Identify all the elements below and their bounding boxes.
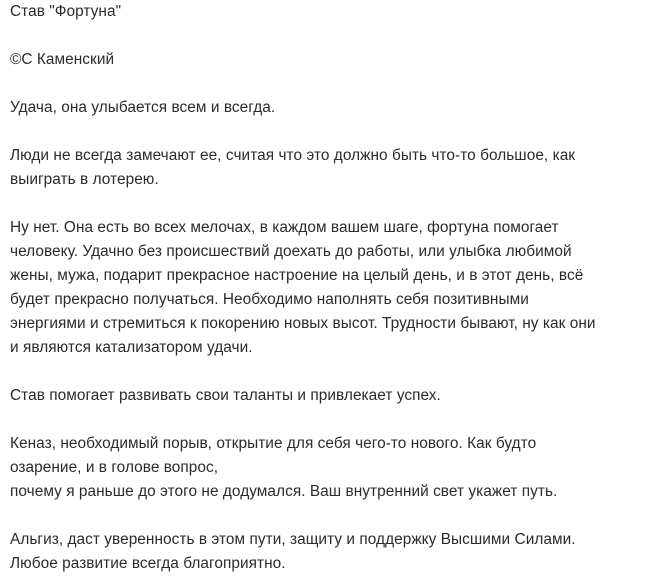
document-author: ©С Каменский (10, 51, 115, 68)
paragraph-kenaz: Кеназ, необходимый порыв, открытие для себя чего-то нового. Как будто озарение, и в голове вопрос, почему я раньше до этого не додумался. Ваш внутренний свет укажет путь. (10, 435, 558, 500)
paragraph-gap (10, 192, 655, 216)
paragraph-people: Люди не всегда замечают ее, считая что это должно быть что-то большое, как выиграть в лотерею. (10, 147, 576, 188)
document-title: Став "Фортуна" (10, 3, 122, 20)
paragraph-gap (10, 504, 655, 528)
paragraph-gap (10, 24, 655, 48)
paragraph-intro: Удача, она улыбается всем и всегда. (10, 99, 276, 116)
paragraph-stav: Став помогает развивать свои таланты и привлекает успех. (10, 387, 441, 404)
paragraph-details: Ну нет. Она есть во всех мелочах, в каждом вашем шаге, фортуна помогает человеку. Удачно без происшествий доехать до работы, или улыбка любимой жены, мужа, подарит прекрасное настроение на целый день, и в этот день, всё будет прекрасно получаться. Необходимо наполнять себя позитивными энергиями и стремиться к покорению новых высот. Трудности бывают, ну как они и являются катализатором удачи. (10, 219, 596, 356)
paragraph-gap (10, 408, 655, 432)
paragraph-gap (10, 360, 655, 384)
document-body (10, 0, 655, 576)
paragraph-gap (10, 72, 655, 96)
paragraph-algiz: Альгиз, даст уверенность в этом пути, защиту и поддержку Высшими Силами. Любое развитие всегда благоприятно. (10, 531, 576, 572)
paragraph-gap (10, 120, 655, 144)
